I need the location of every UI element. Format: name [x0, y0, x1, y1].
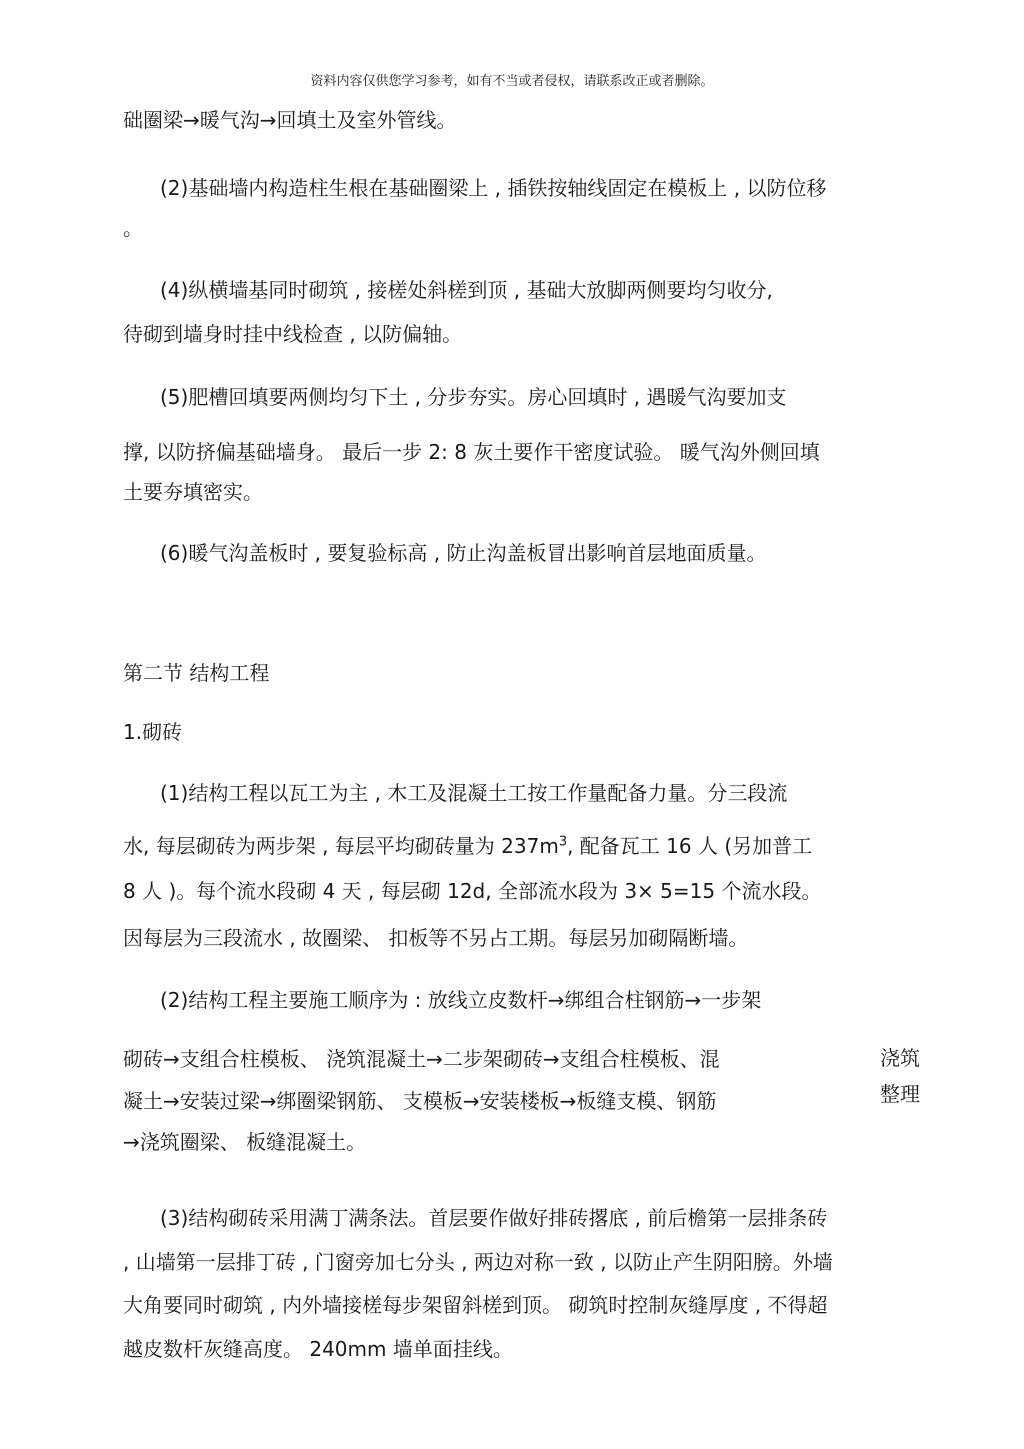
text-line: 越皮数杆灰缝高度。 240mm 墙单面挂线。 [123, 1337, 513, 1361]
paragraph-2-line: (2)基础墙内构造柱生根在基础圈梁上 , 插铁按轴线固定在模板上 , 以防位移 [160, 176, 827, 200]
paragraph-6-line: (6)暖气沟盖板时 , 要复验标高 , 防止沟盖板冒出影响首层地面质量。 [160, 541, 767, 565]
text-line: 础圈梁→暖气沟→回填土及室外管线。 [123, 108, 457, 132]
text-line: 凝土→安装过梁→绑圈梁钢筋、 支模板→安装楼板→板缝支模、钢筋 [123, 1089, 717, 1113]
superscript: 3 [558, 834, 568, 850]
page-header-notice: 资料内容仅供您学习参考，如有不当或者侵权，请联系改正或者删除。 [310, 74, 714, 89]
text-line [123, 832, 812, 860]
text-line: 待砌到墙身时挂中线检查 , 以防偏轴。 [123, 322, 463, 346]
text-line: 8 人 )。每个流水段砌 4 天 , 每层砌 12d, 全部流水段为 3× 5=15 个流水段。 [123, 879, 822, 903]
text-line: 土要夯填密实。 [123, 480, 263, 504]
text-segment: 水, 每层砌砖为两步架 , 每层平均砌砖量为 237m [123, 834, 559, 858]
text-line: →浇筑圈梁、 板缝混凝土。 [123, 1130, 367, 1154]
text-line: 撑, 以防挤偏基础墙身。 最后一步 2: 8 灰土要作干密度试验。 暖气沟外侧回填 [123, 440, 820, 464]
paragraph-1-line: (1)结构工程以瓦工为主 , 木工及混凝土工按工作量配备力量。分三段流 [160, 781, 788, 805]
paragraph-5-line: (5)肥槽回填要两侧均匀下土 , 分步夯实。房心回填时 , 遇暖气沟要加支 [160, 385, 787, 409]
margin-note: 整理 [880, 1082, 920, 1106]
text-line: , 山墙第一层排丁砖 , 门窗旁加七分头 , 两边对称一致 , 以防止产生阴阳膀。外墙 [123, 1250, 833, 1274]
text-line: 大角要同时砌筑 , 内外墙接槎每步架留斜槎到顶。 砌筑时控制灰缝厚度 , 不得超 [123, 1293, 828, 1317]
subsection-heading: 1.砌砖 [123, 720, 183, 744]
section-heading: 第二节 结构工程 [123, 661, 270, 685]
paragraph-4-line: (4)纵横墙基同时砌筑 , 接槎处斜槎到顶 , 基础大放脚两侧要均匀收分, [160, 278, 773, 302]
paragraph-3-line: (3)结构砌砖采用满丁满条法。首层要作做好排砖撂底 , 前后檐第一层排条砖 [160, 1206, 828, 1230]
text-line: 因每层为三段流水 , 故圈梁、 扣板等不另占工期。每层另加砌隔断墙。 [123, 926, 749, 950]
text-line: 砌砖→支组合柱模板、 浇筑混凝土→二步架砌砖→支组合柱模板、混 [123, 1047, 720, 1071]
margin-note: 浇筑 [880, 1046, 920, 1070]
text-line: 。 [123, 216, 143, 240]
paragraph-2b-line: (2)结构工程主要施工顺序为 : 放线立皮数杆→绑组合柱钢筋→一步架 [160, 988, 762, 1012]
text-segment: , 配备瓦工 16 人 (另加普工 [567, 834, 813, 858]
